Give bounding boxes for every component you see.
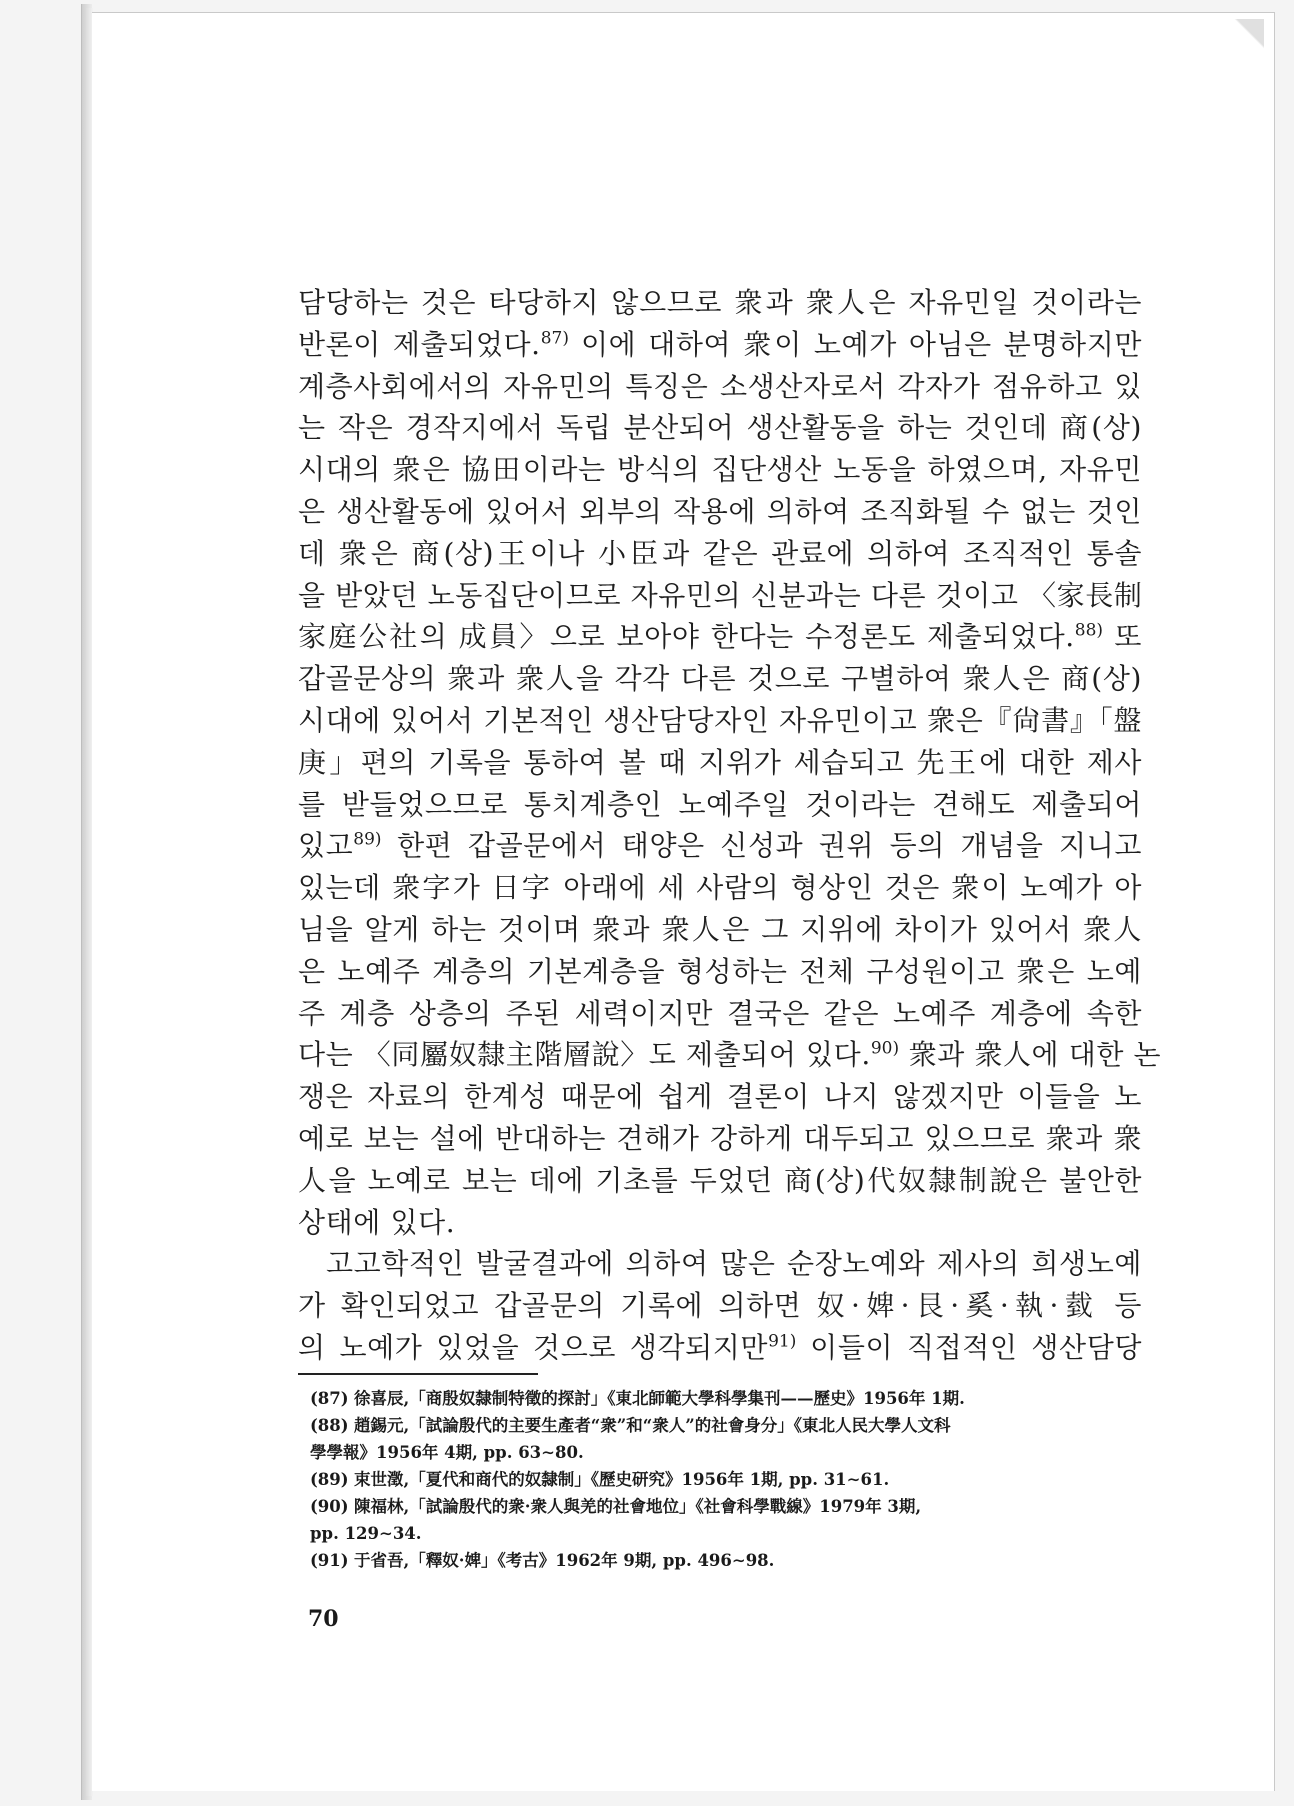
- footnote: [310, 1493, 1150, 1520]
- body-line: 人을 노예로 보는 데에 기초를 두었던 商(상)代奴隸制說은 불안한: [298, 1163, 1142, 1197]
- page-corner-fold: [1234, 19, 1264, 49]
- footnote-ref: 88): [1074, 621, 1104, 642]
- body-line: 반론이 제출되었다.$^{87)}$ 이에 대하여 衆이 노예가 아님은 분명하지만: [298, 327, 1143, 361]
- footnote-number: (91): [310, 1551, 349, 1570]
- body-line: 가 확인되었고 갑골문의 기록에 의하면 奴·婢·艮·奚·執·臷 등: [298, 1289, 1142, 1323]
- footnote: [310, 1385, 1150, 1412]
- body-text: [298, 282, 1162, 1369]
- footnote-text: 徐喜辰,「商殷奴隸制特徵的探討」《東北師範大學科學集刊——歷史》1956年 1期.: [354, 1389, 965, 1408]
- footnote-number: (90): [310, 1497, 349, 1516]
- body-line: 쟁은 자료의 한계성 때문에 쉽게 결론이 나지 않겠지만 이들을 노: [298, 1080, 1142, 1114]
- body-line: 다는 〈同屬奴隸主階層說〉도 제출되어 있다.$^{90)}$ 衆과 衆人에 대한 논: [298, 1038, 1162, 1072]
- body-line: 계층사회에서의 자유민의 특징은 소생산자로서 각자가 점유하고 있: [298, 369, 1142, 403]
- body-line: 상태에 있다.: [298, 1205, 456, 1239]
- body-line: 시대의 衆은 協田이라는 방식의 집단생산 노동을 하였으며, 자유민: [298, 453, 1142, 487]
- body-line: 있고$^{89)}$ 한편 갑골문에서 태양은 신성과 권위 등의 개념을 지니고: [298, 829, 1142, 863]
- footnote-ref: 90): [870, 1039, 900, 1060]
- body-line: 은 생산활동에 있어서 외부의 작용에 의하여 조직화될 수 없는 것인: [298, 494, 1142, 528]
- body-line: 예로 보는 설에 반대하는 견해가 강하게 대두되고 있으므로 衆과 衆: [298, 1121, 1142, 1155]
- body-line: 데 衆은 商(상)王이나 小臣과 같은 관료에 의하여 조직적인 통솔: [298, 536, 1142, 570]
- footnote-continuation: 學學報》1956年 4期, pp. 63∼80.: [310, 1443, 584, 1462]
- footnotes: [310, 1385, 1150, 1574]
- footnote: [310, 1412, 1150, 1439]
- body-line: 주 계층 상층의 주된 세력이지만 결국은 같은 노예주 계층에 속한: [298, 996, 1142, 1030]
- body-line: 님을 알게 하는 것이며 衆과 衆人은 그 지위에 차이가 있어서 衆人: [298, 912, 1142, 946]
- footnote-text: 趙錫元,「試論殷代的主要生產者“衆”和“衆人”的社會身分」《東北人民大學人文科: [354, 1416, 951, 1435]
- footnote-separator: [298, 1373, 538, 1375]
- body-line: 을 받았던 노동집단이므로 자유민의 신분과는 다른 것이고 〈家長制: [298, 578, 1143, 612]
- footnote-text: 于省吾,「釋奴·婢」《考古》1962年 9期, pp. 496∼98.: [354, 1551, 775, 1570]
- body-line: 담당하는 것은 타당하지 않으므로 衆과 衆人은 자유민일 것이라는: [298, 286, 1142, 319]
- footnote-number: (87): [310, 1389, 349, 1408]
- body-line: 는 작은 경작지에서 독립 분산되어 생산활동을 하는 것인데 商(상): [298, 411, 1142, 445]
- footnote-ref: 87): [540, 328, 569, 349]
- body-line: 있는데 衆字가 日字 아래에 세 사람의 형상인 것은 衆이 노예가 아: [298, 871, 1142, 905]
- footnote: [310, 1466, 1150, 1493]
- body-line: 家庭公社의 成員〉으로 보아야 한다는 수정론도 제출되었다.$^{88)}$ 또: [298, 620, 1142, 654]
- footnote-text: 陳福林,「試論殷代的衆·衆人與羌的社會地位」《社會科學戰線》1979年 3期,: [354, 1497, 922, 1516]
- footnote-text: 束世澂,「夏代和商代的奴隸制」《歷史研究》1956年 1期, pp. 31∼61.: [354, 1470, 890, 1489]
- footnote-ref: 91): [768, 1331, 797, 1352]
- footnote-number: (89): [310, 1470, 349, 1489]
- page-number: 70: [308, 1606, 339, 1632]
- footnote-continuation: pp. 129∼34.: [310, 1524, 422, 1543]
- body-line: 은 노예주 계층의 기본계층을 형성하는 전체 구성원이고 衆은 노예: [298, 954, 1142, 988]
- body-line: 고고학적인 발굴결과에 의하여 많은 순장노예와 제사의 희생노예: [326, 1247, 1142, 1281]
- footnote-ref: 89): [353, 830, 382, 851]
- footnote-number: (88): [310, 1416, 349, 1435]
- footnote: [310, 1547, 1150, 1574]
- body-line: 庚」편의 기록을 통하여 볼 때 지위가 세습되고 先王에 대한 제사: [298, 745, 1142, 779]
- body-line: 의 노예가 있었을 것으로 생각되지만$^{91)}$ 이들이 직접적인 생산담당: [298, 1330, 1142, 1364]
- body-line: 갑골문상의 衆과 衆人을 각각 다른 것으로 구별하여 衆人은 商(상): [298, 662, 1142, 696]
- body-line: 를 받들었으므로 통치계층인 노예주일 것이라는 견해도 제출되어: [298, 787, 1142, 821]
- body-line: 시대에 있어서 기본적인 생산담당자인 자유민이고 衆은『尙書』「盤: [298, 703, 1142, 737]
